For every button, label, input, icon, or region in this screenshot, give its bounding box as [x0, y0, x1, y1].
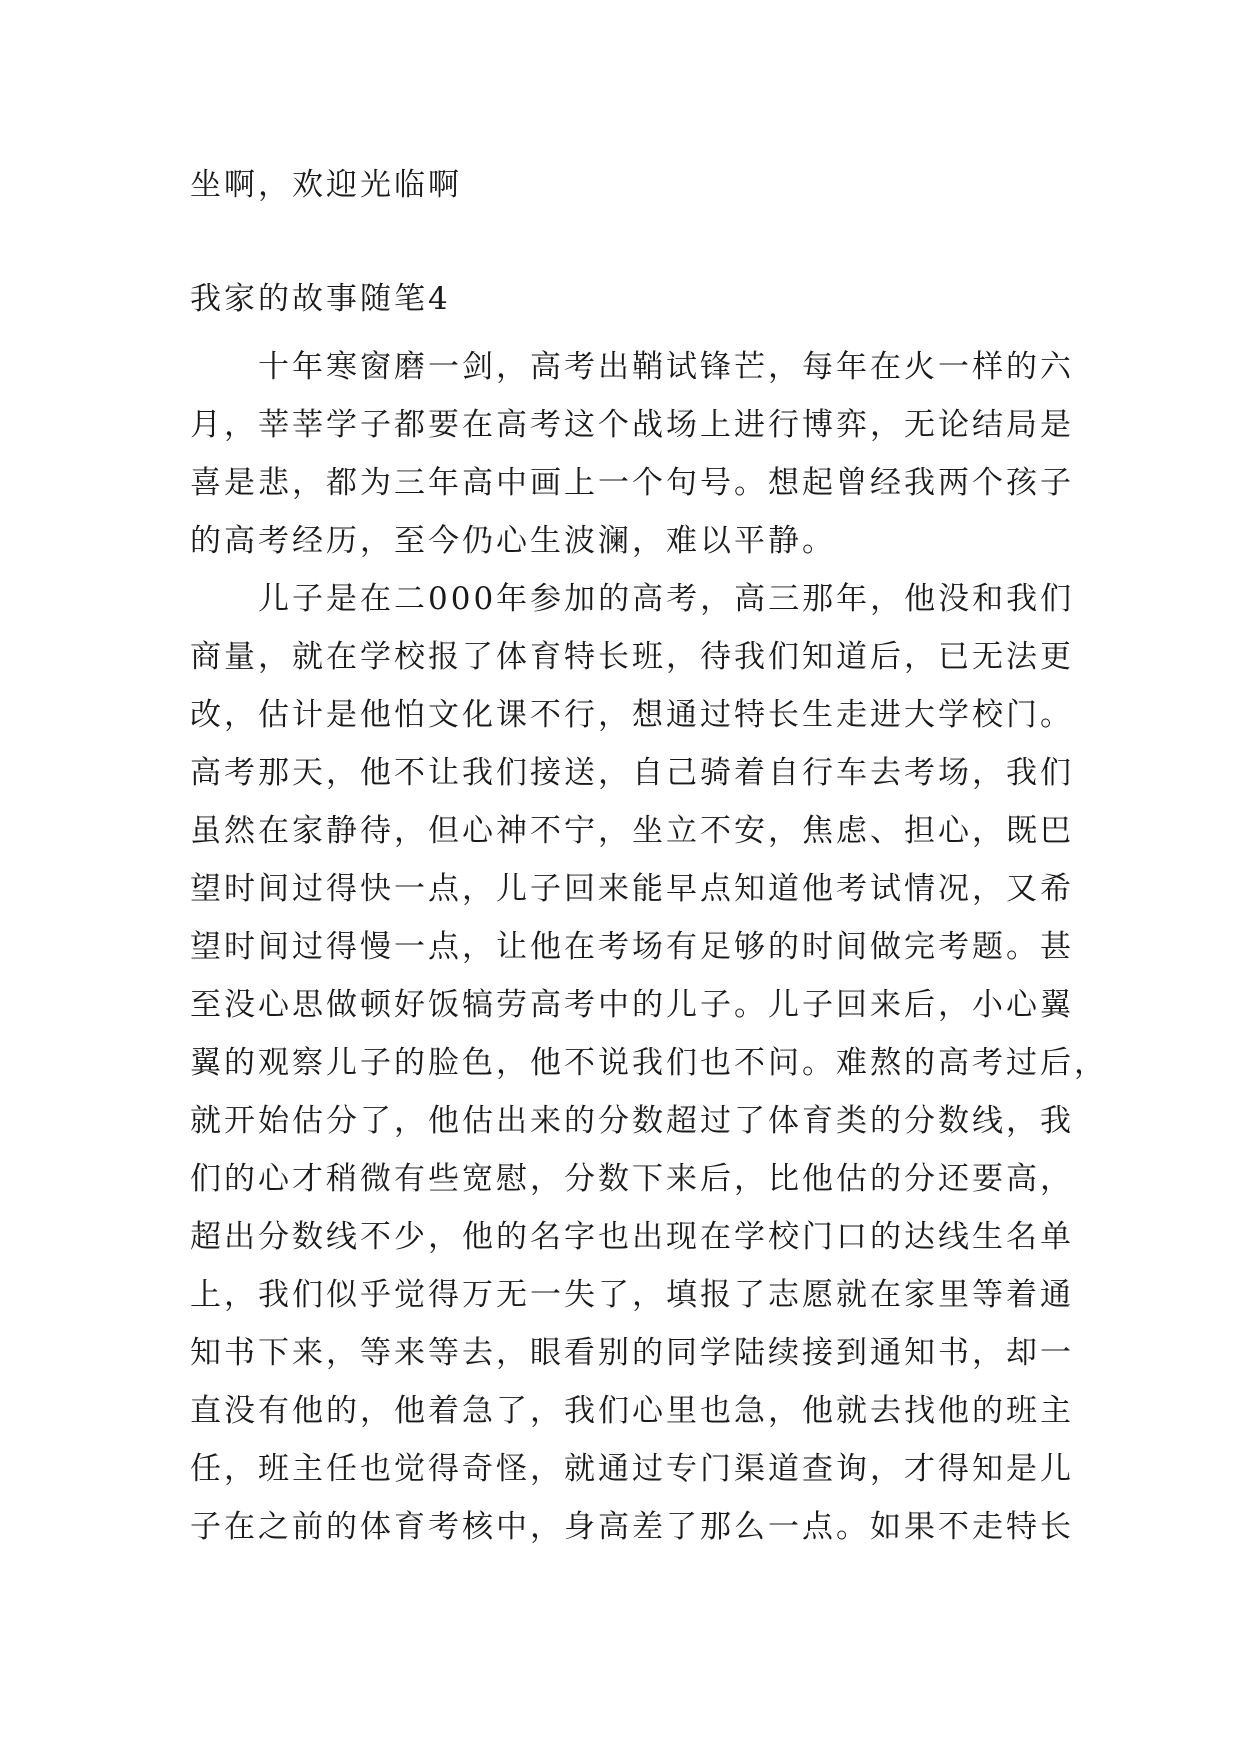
paragraph-2-line-14: 知书下来，等来等去，眼看别的同学陆续接到通知书，却一 — [190, 1335, 1074, 1371]
paragraph-2-line-15: 直没有他的，他着急了，我们心里也急，他就去找他的班主 — [190, 1393, 1074, 1429]
paragraph-2-line-6: 望时间过得快一点，儿子回来能早点知道他考试情况，又希 — [190, 871, 1074, 907]
paragraph-2-line-3: 改，估计是他怕文化课不行，想通过特长生走进大学校门。 — [190, 697, 1074, 733]
paragraph-2-line-2: 商量，就在学校报了体育特长班，待我们知道后，已无法更 — [190, 639, 1074, 675]
paragraph-2-line-5: 虽然在家静待，但心神不宁，坐立不安，焦虑、担心，既巴 — [190, 813, 1074, 849]
paragraph-2-line-10: 就开始估分了，他估出来的分数超过了体育类的分数线，我 — [190, 1103, 1074, 1139]
text-line: 坐啊，欢迎光临啊 — [190, 167, 462, 203]
paragraph-2-line-1: 儿子是在二000年参加的高考，高三那年，他没和我们 — [258, 581, 1075, 617]
paragraph-1-line-4: 的高考经历，至今仍心生波澜，难以平静。 — [190, 523, 836, 559]
previous-section-tail — [190, 156, 1070, 214]
paragraph-1-line-3: 喜是悲，都为三年高中画上一个句号。想起曾经我两个孩子 — [190, 465, 1074, 501]
paragraph-2-line-11: 们的心才稍微有些宽慰，分数下来后，比他估的分还要高， — [190, 1161, 1074, 1197]
paragraph-2-line-9: 翼的观察儿子的脸色，他不说我们也不问。难熬的高考过后， — [190, 1045, 1108, 1081]
paragraph-2-line-12: 超出分数线不少，他的名字也出现在学校门口的达线生名单 — [190, 1219, 1074, 1255]
paragraph-1-line-1: 十年寒窗磨一剑，高考出鞘试锋芒，每年在火一样的六 — [258, 349, 1074, 385]
paragraph-2-line-16: 任，班主任也觉得奇怪，就通过专门渠道查询，才得知是儿 — [190, 1451, 1074, 1487]
heading-text: 我家的故事随笔4 — [190, 281, 451, 317]
paragraph-2-line-13: 上，我们似乎觉得万无一失了，填报了志愿就在家里等着通 — [190, 1277, 1074, 1313]
paragraph-2-line-17: 子在之前的体育考核中，身高差了那么一点。如果不走特长 — [190, 1509, 1074, 1545]
paragraph-2-line-4: 高考那天，他不让我们接送，自己骑着自行车去考场，我们 — [190, 755, 1074, 791]
paragraph-2-line-8: 至没心思做顿好饭犒劳高考中的儿子。儿子回来后，小心翼 — [190, 987, 1074, 1023]
paragraph-2-line-7: 望时间过得慢一点，让他在考场有足够的时间做完考题。甚 — [190, 929, 1074, 965]
section-heading — [190, 270, 1070, 328]
section-body — [190, 338, 1108, 1556]
paragraph-1-line-2: 月，莘莘学子都要在高考这个战场上进行博弈，无论结局是 — [190, 407, 1074, 443]
